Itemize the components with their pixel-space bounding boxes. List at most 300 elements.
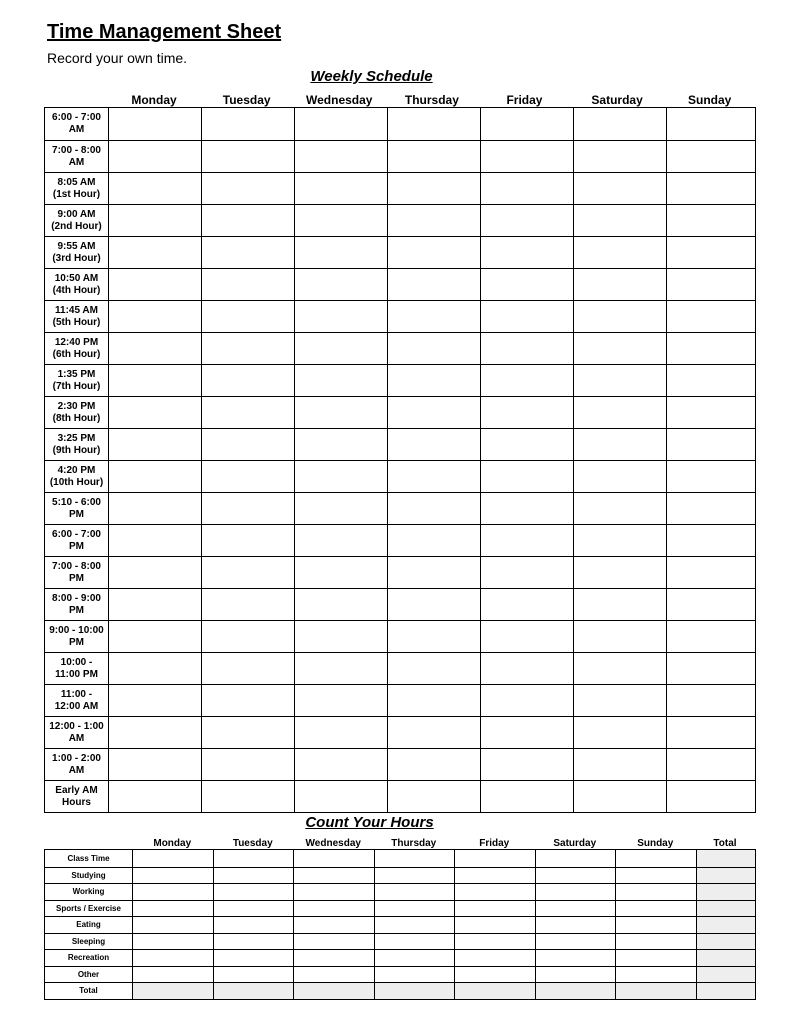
schedule-cell-friday[interactable]: [481, 557, 574, 588]
hours-cell-tuesday[interactable]: [214, 934, 295, 950]
weekly-row: [45, 332, 755, 364]
hours-cell-wednesday[interactable]: [294, 917, 375, 933]
schedule-cell-thursday[interactable]: [388, 173, 481, 204]
count-column-header-saturday: Saturday: [553, 838, 597, 849]
hours-cell-wednesday[interactable]: [294, 901, 375, 917]
schedule-cell-friday[interactable]: [481, 269, 574, 300]
schedule-cell-monday[interactable]: [109, 141, 202, 172]
weekly-row: [45, 172, 755, 204]
schedule-cell-monday[interactable]: [109, 397, 202, 428]
schedule-cell-wednesday[interactable]: [295, 461, 388, 492]
schedule-cell-saturday[interactable]: [574, 108, 667, 140]
schedule-cell-friday[interactable]: [481, 108, 574, 140]
schedule-cell-wednesday[interactable]: [295, 749, 388, 780]
schedule-cell-thursday[interactable]: [388, 365, 481, 396]
hours-cell-monday[interactable]: [133, 967, 214, 983]
schedule-cell-saturday[interactable]: [574, 205, 667, 236]
weekly-row: [45, 268, 755, 300]
weekly-day-header-monday: Monday: [131, 93, 177, 107]
schedule-cell-wednesday[interactable]: [295, 493, 388, 524]
schedule-cell-wednesday[interactable]: [295, 525, 388, 556]
weekly-header-row: [44, 90, 756, 107]
schedule-cell-tuesday[interactable]: [202, 365, 295, 396]
hours-cell-saturday[interactable]: [536, 917, 617, 933]
weekly-day-header-tuesday: Tuesday: [222, 93, 271, 107]
hours-cell-friday[interactable]: [455, 884, 536, 900]
schedule-cell-sunday[interactable]: [667, 173, 758, 204]
hours-cell-total[interactable]: [697, 850, 755, 867]
hours-cell-saturday[interactable]: [536, 884, 617, 900]
count-column-header-wednesday: Wednesday: [305, 838, 361, 849]
weekly-day-header-saturday: Saturday: [591, 93, 643, 107]
schedule-cell-sunday[interactable]: [667, 269, 758, 300]
time-slot-label: 9:00 AM (2nd Hour): [45, 205, 109, 236]
hours-cell-friday[interactable]: [455, 850, 536, 867]
weekly-day-header-sunday: Sunday: [688, 93, 732, 107]
schedule-cell-tuesday[interactable]: [202, 301, 295, 332]
hours-cell-saturday[interactable]: [536, 934, 617, 950]
hours-cell-monday[interactable]: [133, 850, 214, 867]
hours-cell-saturday[interactable]: [536, 868, 617, 884]
schedule-cell-sunday[interactable]: [667, 493, 758, 524]
weekly-row: [45, 460, 755, 492]
hours-cell-sunday[interactable]: [616, 850, 697, 867]
weekly-row: [45, 524, 755, 556]
weekly-day-header-friday: Friday: [506, 93, 543, 107]
hours-cell-thursday[interactable]: [375, 917, 456, 933]
schedule-cell-wednesday[interactable]: [295, 269, 388, 300]
weekly-row: [45, 236, 755, 268]
weekly-grid: [44, 107, 756, 813]
weekly-row: [45, 396, 755, 428]
schedule-cell-tuesday[interactable]: [202, 397, 295, 428]
schedule-cell-monday[interactable]: [109, 205, 202, 236]
schedule-cell-monday[interactable]: [109, 493, 202, 524]
schedule-cell-tuesday[interactable]: [202, 333, 295, 364]
hours-cell-monday[interactable]: [133, 950, 214, 966]
schedule-cell-wednesday[interactable]: [295, 397, 388, 428]
schedule-cell-thursday[interactable]: [388, 108, 481, 140]
schedule-cell-thursday[interactable]: [388, 717, 481, 748]
schedule-cell-thursday[interactable]: [388, 653, 481, 684]
schedule-cell-thursday[interactable]: [388, 269, 481, 300]
hours-cell-wednesday[interactable]: [294, 850, 375, 867]
schedule-cell-saturday[interactable]: [574, 557, 667, 588]
schedule-cell-friday[interactable]: [481, 333, 574, 364]
weekly-row: [45, 780, 755, 812]
schedule-cell-tuesday[interactable]: [202, 557, 295, 588]
schedule-cell-monday[interactable]: [109, 108, 202, 140]
schedule-cell-saturday[interactable]: [574, 397, 667, 428]
hours-cell-friday[interactable]: [455, 967, 536, 983]
hours-cell-sunday[interactable]: [616, 950, 697, 966]
weekly-row: [45, 684, 755, 716]
schedule-cell-saturday[interactable]: [574, 749, 667, 780]
schedule-cell-thursday[interactable]: [388, 301, 481, 332]
hours-cell-wednesday[interactable]: [294, 884, 375, 900]
schedule-cell-friday[interactable]: [481, 301, 574, 332]
schedule-cell-monday[interactable]: [109, 749, 202, 780]
schedule-cell-sunday[interactable]: [667, 749, 758, 780]
page-subtitle: Record your own time.: [47, 50, 188, 66]
schedule-cell-saturday[interactable]: [574, 365, 667, 396]
activity-label: Eating: [45, 917, 133, 933]
time-slot-label: 2:30 PM (8th Hour): [45, 397, 109, 428]
hours-cell-monday[interactable]: [133, 983, 214, 999]
schedule-cell-tuesday[interactable]: [202, 108, 295, 140]
schedule-cell-wednesday[interactable]: [295, 205, 388, 236]
time-slot-label: 12:00 - 1:00 AM: [45, 717, 109, 748]
time-slot-label: 1:35 PM (7th Hour): [45, 365, 109, 396]
schedule-cell-friday[interactable]: [481, 717, 574, 748]
schedule-cell-sunday[interactable]: [667, 557, 758, 588]
schedule-cell-sunday[interactable]: [667, 333, 758, 364]
schedule-cell-thursday[interactable]: [388, 205, 481, 236]
hours-cell-wednesday[interactable]: [294, 967, 375, 983]
schedule-cell-friday[interactable]: [481, 781, 574, 812]
hours-cell-saturday[interactable]: [536, 850, 617, 867]
hours-cell-thursday[interactable]: [375, 967, 456, 983]
schedule-cell-sunday[interactable]: [667, 365, 758, 396]
weekly-row: [45, 204, 755, 236]
schedule-cell-sunday[interactable]: [667, 525, 758, 556]
weekly-row: [45, 588, 755, 620]
schedule-cell-thursday[interactable]: [388, 781, 481, 812]
hours-cell-sunday[interactable]: [616, 934, 697, 950]
schedule-cell-friday[interactable]: [481, 237, 574, 268]
schedule-cell-tuesday[interactable]: [202, 237, 295, 268]
hours-cell-total[interactable]: [697, 868, 755, 884]
schedule-cell-thursday[interactable]: [388, 685, 481, 716]
schedule-cell-friday[interactable]: [481, 365, 574, 396]
schedule-cell-sunday[interactable]: [667, 301, 758, 332]
page-title: Time Management Sheet: [47, 21, 282, 43]
schedule-cell-friday[interactable]: [481, 653, 574, 684]
schedule-cell-tuesday[interactable]: [202, 525, 295, 556]
schedule-cell-saturday[interactable]: [574, 525, 667, 556]
schedule-cell-monday[interactable]: [109, 717, 202, 748]
schedule-cell-monday[interactable]: [109, 621, 202, 652]
hours-cell-friday[interactable]: [455, 917, 536, 933]
weekly-row: [45, 364, 755, 396]
hours-cell-tuesday[interactable]: [214, 950, 295, 966]
count-row: [45, 933, 755, 950]
schedule-cell-friday[interactable]: [481, 173, 574, 204]
schedule-cell-sunday[interactable]: [667, 237, 758, 268]
schedule-cell-thursday[interactable]: [388, 237, 481, 268]
schedule-cell-friday[interactable]: [481, 397, 574, 428]
schedule-cell-wednesday[interactable]: [295, 589, 388, 620]
schedule-cell-wednesday[interactable]: [295, 781, 388, 812]
hours-cell-saturday[interactable]: [536, 950, 617, 966]
schedule-cell-wednesday[interactable]: [295, 333, 388, 364]
schedule-cell-friday[interactable]: [481, 621, 574, 652]
hours-cell-total[interactable]: [697, 884, 755, 900]
schedule-cell-saturday[interactable]: [574, 429, 667, 460]
activity-label: Class Time: [45, 850, 133, 867]
count-hours-table: [44, 835, 756, 1000]
activity-label: Other: [45, 967, 133, 983]
hours-cell-thursday[interactable]: [375, 868, 456, 884]
schedule-cell-wednesday[interactable]: [295, 141, 388, 172]
time-slot-label: 6:00 - 7:00 PM: [45, 525, 109, 556]
schedule-cell-saturday[interactable]: [574, 493, 667, 524]
time-slot-label: 10:00 - 11:00 PM: [45, 653, 109, 684]
schedule-cell-sunday[interactable]: [667, 589, 758, 620]
schedule-cell-thursday[interactable]: [388, 525, 481, 556]
schedule-cell-sunday[interactable]: [667, 205, 758, 236]
schedule-cell-saturday[interactable]: [574, 781, 667, 812]
hours-cell-tuesday[interactable]: [214, 983, 295, 999]
hours-cell-tuesday[interactable]: [214, 868, 295, 884]
hours-cell-monday[interactable]: [133, 917, 214, 933]
count-row: [45, 900, 755, 917]
time-slot-label: 9:00 - 10:00 PM: [45, 621, 109, 652]
schedule-cell-tuesday[interactable]: [202, 749, 295, 780]
schedule-cell-saturday[interactable]: [574, 141, 667, 172]
hours-cell-wednesday[interactable]: [294, 934, 375, 950]
weekly-row: [45, 108, 755, 140]
schedule-cell-tuesday[interactable]: [202, 621, 295, 652]
schedule-cell-thursday[interactable]: [388, 749, 481, 780]
time-slot-label: 3:25 PM (9th Hour): [45, 429, 109, 460]
hours-cell-sunday[interactable]: [616, 901, 697, 917]
activity-label: Sports / Exercise: [45, 901, 133, 917]
schedule-cell-monday[interactable]: [109, 173, 202, 204]
schedule-cell-thursday[interactable]: [388, 557, 481, 588]
schedule-cell-saturday[interactable]: [574, 621, 667, 652]
hours-cell-total[interactable]: [697, 967, 755, 983]
schedule-cell-tuesday[interactable]: [202, 429, 295, 460]
schedule-cell-friday[interactable]: [481, 429, 574, 460]
count-column-header-thursday: Thursday: [391, 838, 437, 849]
schedule-cell-thursday[interactable]: [388, 621, 481, 652]
schedule-cell-saturday[interactable]: [574, 589, 667, 620]
schedule-cell-monday[interactable]: [109, 365, 202, 396]
schedule-cell-wednesday[interactable]: [295, 429, 388, 460]
hours-cell-thursday[interactable]: [375, 884, 456, 900]
schedule-cell-sunday[interactable]: [667, 141, 758, 172]
weekly-row: [45, 748, 755, 780]
schedule-cell-wednesday[interactable]: [295, 237, 388, 268]
schedule-cell-sunday[interactable]: [667, 429, 758, 460]
schedule-cell-wednesday[interactable]: [295, 301, 388, 332]
hours-cell-sunday[interactable]: [616, 983, 697, 999]
hours-cell-wednesday[interactable]: [294, 983, 375, 999]
time-slot-label: 6:00 - 7:00 AM: [45, 108, 109, 140]
count-row: [45, 949, 755, 966]
weekly-row: [45, 620, 755, 652]
activity-label: Studying: [45, 868, 133, 884]
hours-cell-total[interactable]: [697, 917, 755, 933]
schedule-cell-monday[interactable]: [109, 525, 202, 556]
hours-cell-total[interactable]: [697, 934, 755, 950]
schedule-cell-tuesday[interactable]: [202, 269, 295, 300]
hours-cell-tuesday[interactable]: [214, 917, 295, 933]
schedule-cell-wednesday[interactable]: [295, 653, 388, 684]
activity-label: Total: [45, 983, 133, 999]
schedule-cell-tuesday[interactable]: [202, 589, 295, 620]
schedule-cell-tuesday[interactable]: [202, 685, 295, 716]
schedule-cell-friday[interactable]: [481, 461, 574, 492]
hours-cell-sunday[interactable]: [616, 917, 697, 933]
schedule-cell-saturday[interactable]: [574, 685, 667, 716]
time-slot-label: 9:55 AM (3rd Hour): [45, 237, 109, 268]
hours-cell-tuesday[interactable]: [214, 884, 295, 900]
hours-cell-friday[interactable]: [455, 983, 536, 999]
time-slot-label: 11:00 - 12:00 AM: [45, 685, 109, 716]
hours-cell-friday[interactable]: [455, 934, 536, 950]
schedule-cell-wednesday[interactable]: [295, 621, 388, 652]
schedule-cell-thursday[interactable]: [388, 429, 481, 460]
hours-cell-thursday[interactable]: [375, 901, 456, 917]
hours-cell-thursday[interactable]: [375, 850, 456, 867]
schedule-cell-thursday[interactable]: [388, 493, 481, 524]
hours-cell-sunday[interactable]: [616, 967, 697, 983]
schedule-cell-wednesday[interactable]: [295, 108, 388, 140]
schedule-cell-sunday[interactable]: [667, 397, 758, 428]
count-hours-title: Count Your Hours: [305, 814, 434, 831]
schedule-cell-thursday[interactable]: [388, 589, 481, 620]
time-slot-label: 8:05 AM (1st Hour): [45, 173, 109, 204]
hours-cell-saturday[interactable]: [536, 901, 617, 917]
schedule-cell-tuesday[interactable]: [202, 461, 295, 492]
count-row: [45, 982, 755, 999]
count-column-header-total: Total: [713, 838, 737, 849]
schedule-cell-tuesday[interactable]: [202, 717, 295, 748]
schedule-cell-monday[interactable]: [109, 461, 202, 492]
schedule-cell-friday[interactable]: [481, 685, 574, 716]
schedule-cell-friday[interactable]: [481, 525, 574, 556]
count-grid: [44, 849, 756, 1000]
schedule-cell-friday[interactable]: [481, 141, 574, 172]
weekly-schedule-table: [44, 90, 756, 813]
schedule-cell-tuesday[interactable]: [202, 141, 295, 172]
schedule-cell-sunday[interactable]: [667, 685, 758, 716]
hours-cell-total[interactable]: [697, 901, 755, 917]
schedule-cell-sunday[interactable]: [667, 461, 758, 492]
count-column-header-friday: Friday: [479, 838, 510, 849]
schedule-cell-wednesday[interactable]: [295, 557, 388, 588]
schedule-cell-monday[interactable]: [109, 557, 202, 588]
schedule-cell-tuesday[interactable]: [202, 781, 295, 812]
hours-cell-monday[interactable]: [133, 884, 214, 900]
hours-cell-total[interactable]: [697, 983, 755, 999]
schedule-cell-tuesday[interactable]: [202, 173, 295, 204]
schedule-cell-monday[interactable]: [109, 333, 202, 364]
count-column-header-tuesday: Tuesday: [232, 838, 273, 849]
schedule-cell-friday[interactable]: [481, 493, 574, 524]
activity-label: Sleeping: [45, 934, 133, 950]
schedule-cell-monday[interactable]: [109, 589, 202, 620]
schedule-cell-monday[interactable]: [109, 269, 202, 300]
hours-cell-sunday[interactable]: [616, 868, 697, 884]
hours-cell-saturday[interactable]: [536, 983, 617, 999]
hours-cell-tuesday[interactable]: [214, 967, 295, 983]
hours-cell-tuesday[interactable]: [214, 901, 295, 917]
activity-label: Working: [45, 884, 133, 900]
hours-cell-saturday[interactable]: [536, 967, 617, 983]
schedule-cell-sunday[interactable]: [667, 653, 758, 684]
schedule-cell-tuesday[interactable]: [202, 493, 295, 524]
hours-cell-wednesday[interactable]: [294, 868, 375, 884]
hours-cell-friday[interactable]: [455, 868, 536, 884]
hours-cell-friday[interactable]: [455, 950, 536, 966]
schedule-cell-thursday[interactable]: [388, 461, 481, 492]
schedule-cell-saturday[interactable]: [574, 717, 667, 748]
count-column-header-sunday: Sunday: [637, 838, 674, 849]
count-column-header-monday: Monday: [153, 838, 192, 849]
hours-cell-sunday[interactable]: [616, 884, 697, 900]
time-slot-label: 4:20 PM (10th Hour): [45, 461, 109, 492]
schedule-cell-thursday[interactable]: [388, 141, 481, 172]
schedule-cell-friday[interactable]: [481, 749, 574, 780]
schedule-cell-monday[interactable]: [109, 429, 202, 460]
count-row: [45, 916, 755, 933]
schedule-cell-saturday[interactable]: [574, 301, 667, 332]
weekly-row: [45, 492, 755, 524]
schedule-cell-monday[interactable]: [109, 685, 202, 716]
hours-cell-monday[interactable]: [133, 868, 214, 884]
schedule-cell-saturday[interactable]: [574, 237, 667, 268]
weekly-day-header-thursday: Thursday: [404, 93, 459, 107]
schedule-cell-thursday[interactable]: [388, 333, 481, 364]
schedule-cell-wednesday[interactable]: [295, 365, 388, 396]
hours-cell-monday[interactable]: [133, 934, 214, 950]
time-slot-label: 7:00 - 8:00 PM: [45, 557, 109, 588]
count-row: [45, 883, 755, 900]
hours-cell-thursday[interactable]: [375, 983, 456, 999]
count-row: [45, 966, 755, 983]
schedule-cell-tuesday[interactable]: [202, 205, 295, 236]
schedule-cell-friday[interactable]: [481, 205, 574, 236]
hours-cell-thursday[interactable]: [375, 934, 456, 950]
schedule-cell-monday[interactable]: [109, 781, 202, 812]
schedule-cell-saturday[interactable]: [574, 653, 667, 684]
time-slot-label: 1:00 - 2:00 AM: [45, 749, 109, 780]
schedule-cell-monday[interactable]: [109, 653, 202, 684]
hours-cell-thursday[interactable]: [375, 950, 456, 966]
hours-cell-friday[interactable]: [455, 901, 536, 917]
schedule-cell-sunday[interactable]: [667, 621, 758, 652]
schedule-cell-monday[interactable]: [109, 301, 202, 332]
schedule-cell-wednesday[interactable]: [295, 717, 388, 748]
schedule-cell-friday[interactable]: [481, 589, 574, 620]
schedule-cell-sunday[interactable]: [667, 717, 758, 748]
hours-cell-monday[interactable]: [133, 901, 214, 917]
hours-cell-wednesday[interactable]: [294, 950, 375, 966]
schedule-cell-sunday[interactable]: [667, 108, 758, 140]
schedule-cell-thursday[interactable]: [388, 397, 481, 428]
schedule-cell-wednesday[interactable]: [295, 685, 388, 716]
schedule-cell-saturday[interactable]: [574, 461, 667, 492]
schedule-cell-wednesday[interactable]: [295, 173, 388, 204]
schedule-cell-saturday[interactable]: [574, 269, 667, 300]
schedule-cell-sunday[interactable]: [667, 781, 758, 812]
schedule-cell-saturday[interactable]: [574, 173, 667, 204]
schedule-cell-saturday[interactable]: [574, 333, 667, 364]
schedule-cell-tuesday[interactable]: [202, 653, 295, 684]
time-slot-label: 12:40 PM (6th Hour): [45, 333, 109, 364]
weekly-row: [45, 652, 755, 684]
hours-cell-total[interactable]: [697, 950, 755, 966]
schedule-cell-monday[interactable]: [109, 237, 202, 268]
count-header-row: [44, 835, 756, 849]
weekly-row: [45, 300, 755, 332]
time-slot-label: Early AM Hours: [45, 781, 109, 812]
hours-cell-tuesday[interactable]: [214, 850, 295, 867]
time-slot-label: 10:50 AM (4th Hour): [45, 269, 109, 300]
